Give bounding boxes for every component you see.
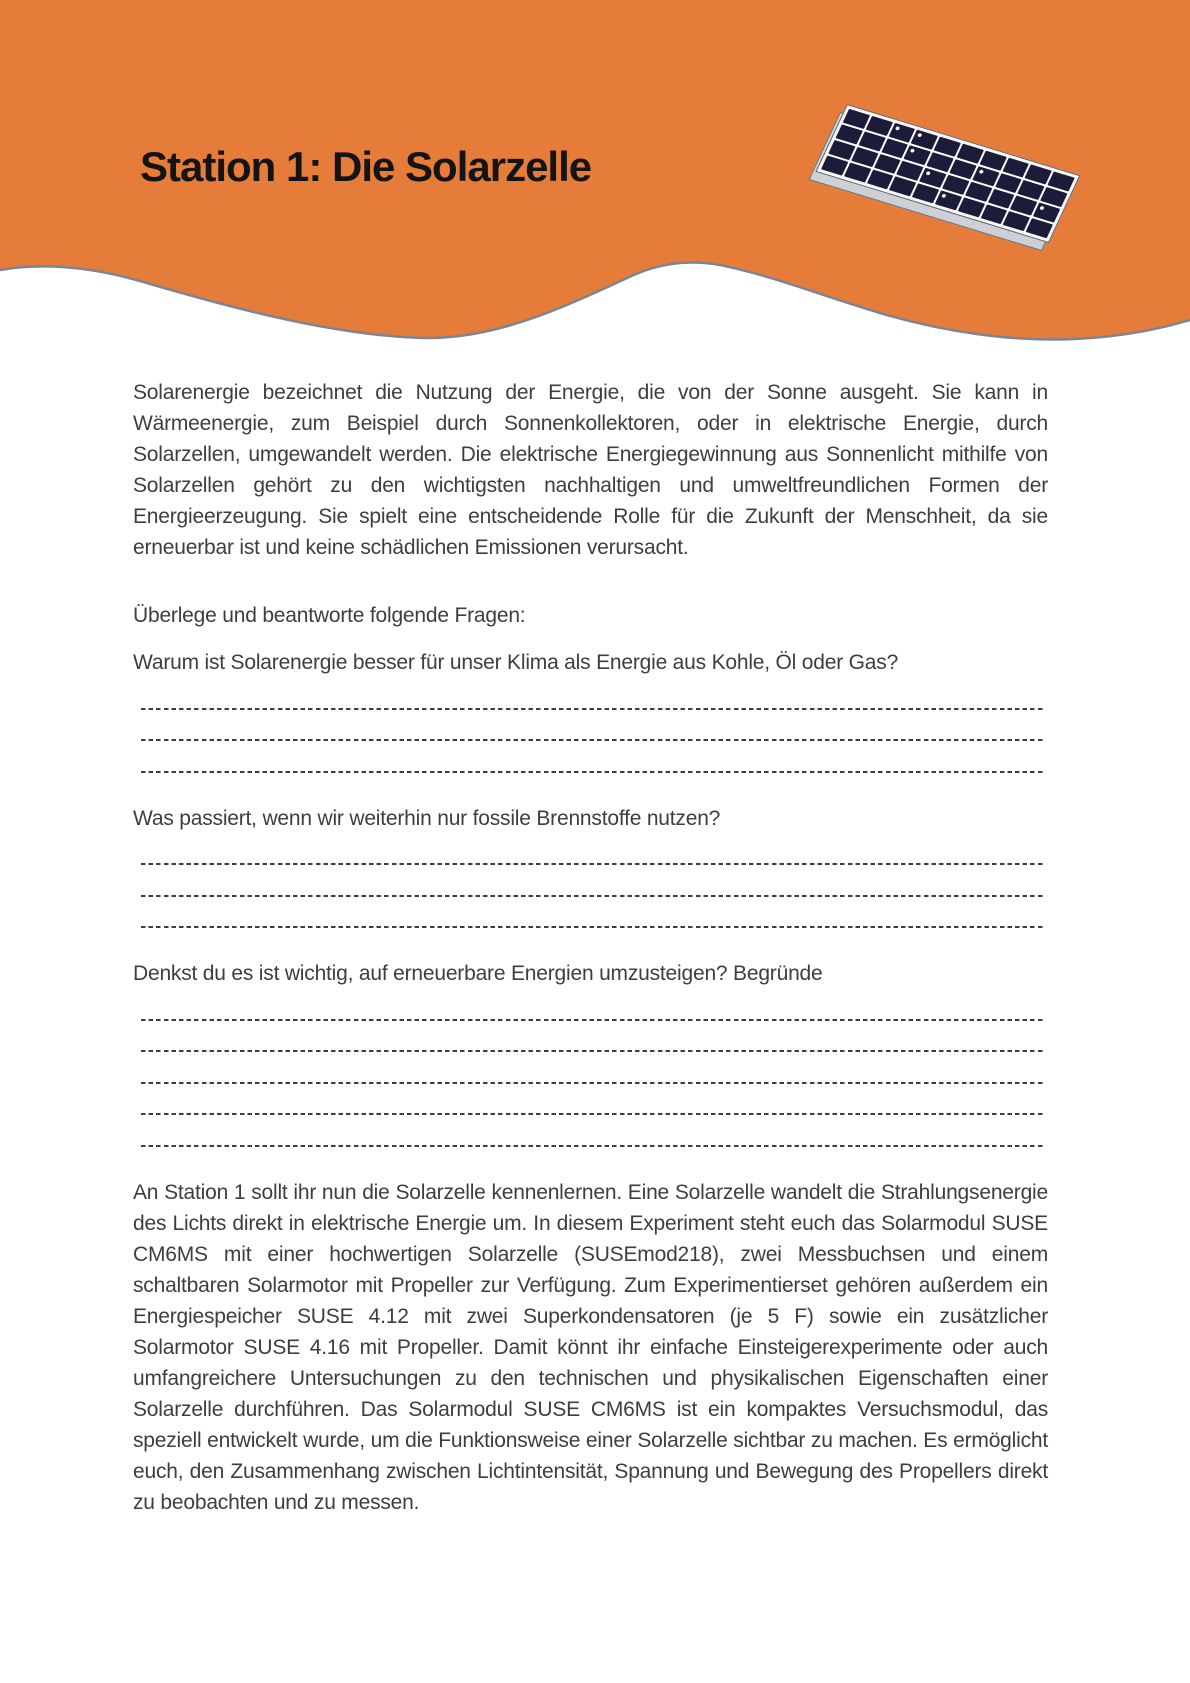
answer-lines [133, 989, 1048, 1147]
answer-line [133, 1084, 1048, 1116]
question-block-2 [133, 803, 1048, 929]
answer-line [133, 897, 1048, 929]
worksheet-body [0, 360, 1190, 1518]
question-text: Denkst du es ist wichtig, auf erneuerbare Energien umzusteigen? Begründe [133, 962, 823, 985]
solar-panel-icon [795, 90, 1095, 275]
closing-paragraph: An Station 1 sollt ihr nun die Solarzelle kennenlernen. Eine Solarzelle wandelt die Strahlungsenergie des Lichts direkt in elektrische Energie um. In diesem Experiment steht euch das Solarmodul SUSE CM6MS mit einer hochwertigen Solarzelle (SUSEmod218), zwei Messbuchsen und einem schaltbaren Solarmotor mit Propeller zur Verfügung. Zum Experimentierset gehören außerdem ein Energiespeicher SUSE 4.12 mit zwei Superkondensatoren (je 5 F) sowie ein zusätzlicher Solarmotor SUSE 4.16 mit Propeller. Damit könnt ihr einfache Einsteigerexperimente oder auch umfangreichere Untersuchungen zu den technischen und physikalischen Eigenschaften einer Solarzelle durchführen. Das Solarmodul SUSE CM6MS ist ein kompaktes Versuchsmodul, das speziell entwickelt wurde, um die Funktionsweise einer Solarzelle sichtbar zu machen. Es ermöglicht euch, den Zusammenhang zwischen Lichtintensität, Spannung und Bewegung des Propellers direkt zu beobachten und zu messen. [133, 1180, 1048, 1514]
intro-paragraph: Solarenergie bezeichnet die Nutzung der Energie, die von der Sonne ausgeht. Sie kann in Wärmeenergie, zum Beispiel durch Sonnenkollektoren, oder in elektrische Energie, durch Solarzellen, umgewandelt werden. Die elektrische Energiegewinnung aus Sonnenlicht mithilfe von Solarzellen gehört zu den wichtigsten nachhaltigen und umweltfreundlichen Formen der Energieerzeugung. Sie spielt eine entscheidende Rolle für die Zukunft der Menschheit, da sie erneuerbar ist und keine schädlichen Emissionen verursacht. [133, 381, 1048, 559]
answer-line [133, 1115, 1048, 1147]
page-title: Station 1: Die Solarzelle [140, 143, 592, 190]
answer-lines [133, 678, 1048, 773]
question-block-3 [133, 958, 1048, 1147]
answer-line [133, 710, 1048, 742]
answer-line [133, 1052, 1048, 1084]
answer-lines [133, 834, 1048, 929]
answer-line [133, 865, 1048, 897]
answer-line [133, 1021, 1048, 1053]
answer-line [133, 834, 1048, 866]
question-text: Was passiert, wenn wir weiterhin nur fossile Brennstoffe nutzen? [133, 806, 721, 830]
question-block-1 [133, 647, 1048, 773]
answer-line [133, 989, 1048, 1021]
question-text: Warum ist Solarenergie besser für unser Klima als Energie aus Kohle, Öl oder Gas? [133, 651, 899, 674]
answer-line [133, 678, 1048, 710]
answer-line [133, 741, 1048, 773]
header-banner [0, 0, 1190, 360]
questions-prompt: Überlege und beantworte folgende Fragen: [133, 604, 526, 627]
